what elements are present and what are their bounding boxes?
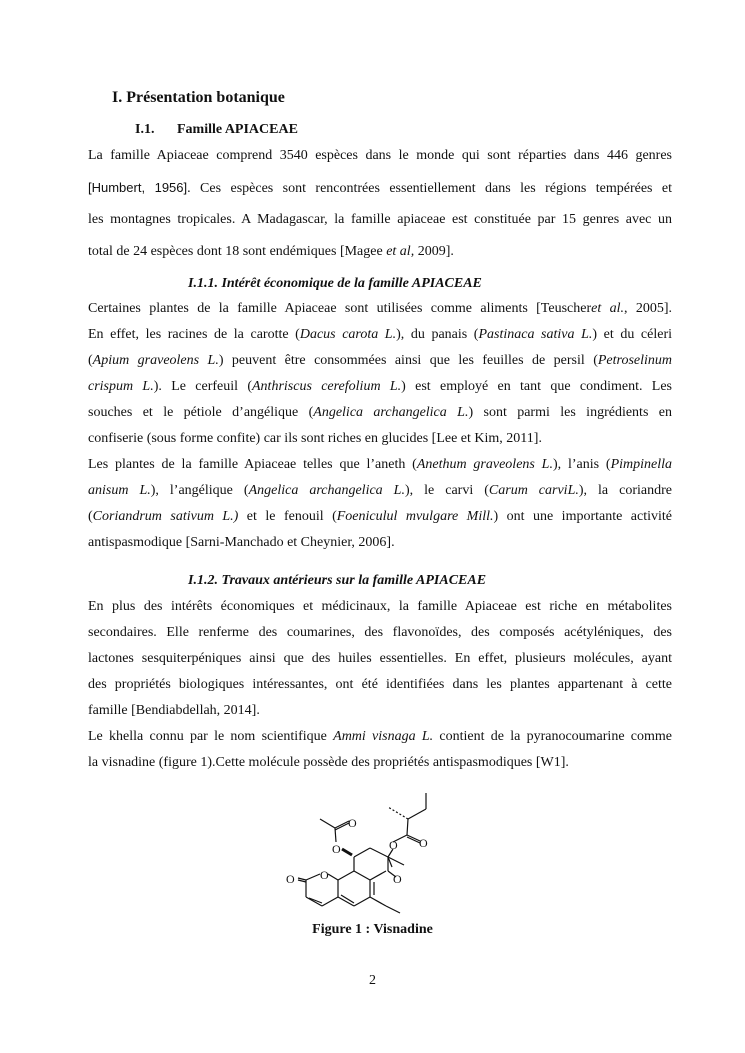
bond: [370, 897, 386, 906]
figure-caption: Figure 1 : Visnadine: [312, 922, 433, 937]
bond: [407, 819, 408, 835]
heading-previous-work: I.1.2. Travaux antérieurs sur la famille APIACEAE: [188, 573, 487, 588]
section-title: I. Présentation botanique: [112, 89, 285, 106]
text-line: En plus des intérêts économiques et médicinaux, la famille Apiaceae est riche en métabolites: [88, 599, 672, 614]
bond: [354, 897, 370, 906]
text-line: (Apium graveolens L.) peuvent être consommées ainsi que les feuilles de persil (Petroselinum: [88, 353, 672, 368]
page-number: 2: [369, 973, 376, 988]
heading-economic-interest: I.1.1. Intérêt économique de la famille APIACEAE: [188, 276, 482, 291]
paragraph-metabolites: [88, 594, 672, 724]
wedge-bond: [342, 849, 352, 855]
bond: [328, 874, 338, 880]
bond: [370, 871, 386, 880]
text-line: la visnadine (figure 1).Cette molécule possède des propriétés antispasmodiques [W1].: [88, 755, 569, 770]
text-line: Certaines plantes de la famille Apiaceae sont utilisées comme aliments [Teuscheret al., 2005].: [88, 301, 672, 316]
bond: [408, 809, 426, 819]
text-line: famille [Bendiabdellah, 2014].: [88, 703, 260, 718]
text-line: Les plantes de la famille Apiaceae telles que l’aneth (Anethum graveolens L.), l’anis (Pimpinella: [88, 457, 672, 472]
atom-label: O: [332, 842, 341, 856]
text-line: souches et le pétiole d’angélique (Angelica archangelica L.) sont parmi les ingrédients en: [88, 405, 672, 420]
paragraph-khella: [88, 724, 672, 776]
paragraph-economic: [88, 296, 672, 452]
text-line: total de 24 espèces dont 18 sont endémiques [Magee et al, 2009].: [88, 244, 454, 259]
atom-label: O: [419, 836, 428, 850]
text-line: anisum L.), l’angélique (Angelica archangelica L.), le carvi (Carum carviL.), la coriandre: [88, 483, 673, 498]
atom-label: O: [348, 816, 357, 830]
text-line: les montagnes tropicales. A Madagascar, la famille apiaceae est constituée par 15 genres avec un: [88, 212, 672, 227]
hashed-bond: [388, 807, 408, 819]
text-line: [Humbert, 1956]. Ces espèces sont rencontrées essentiellement dans les régions tempérées et: [88, 180, 673, 196]
atom-label: O: [286, 872, 295, 886]
paragraph-antispasmodic: [88, 452, 672, 556]
bond: [386, 906, 400, 913]
text-line: La famille Apiaceae comprend 3540 espèces dans le monde qui sont réparties dans 446 genres: [88, 148, 672, 163]
bond: [354, 848, 370, 857]
text-line: des propriétés biologiques intéressantes, ont été identifiées dans les plantes appartenant à cette: [88, 677, 672, 692]
bond: [370, 848, 388, 857]
subsection-number: I.1.: [135, 122, 155, 137]
text-line: (Coriandrum sativum L.) et le fenouil (Foeniculul mvulgare Mill.) ont une importante activité: [88, 509, 672, 524]
bond: [322, 897, 338, 906]
text-line: lactones sesquiterpéniques ainsi que des huiles essentielles. En effet, plusieurs molécules, ayant: [88, 651, 672, 666]
text-line: Le khella connu par le nom scientifique Ammi visnaga L. contient de la pyranocoumarine comme: [88, 729, 672, 744]
bond: [338, 871, 354, 880]
atom-label: O: [389, 838, 398, 852]
molecule-drawing: [280, 785, 460, 915]
text-line: crispum L.). Le cerfeuil (Anthriscus cerefolium L.) est employé en tant que condiment. Les: [88, 379, 672, 394]
atom-label: O: [393, 872, 402, 886]
text-line: secondaires. Elle renferme des coumarines, des flavonoïdes, des composés acétyléniques, des: [88, 625, 672, 640]
atom-label: O: [320, 868, 329, 882]
bond: [306, 874, 320, 880]
text-line: confiserie (sous forme confite) car ils sont riches en glucides [Lee et Kim, 2011].: [88, 431, 542, 446]
text-line: En effet, les racines de la carotte (Dacus carota L.), du panais (Pastinaca sativa L.) et du céleri: [88, 327, 672, 342]
paragraph-intro: [88, 143, 672, 265]
figure-visnadine-structure: [280, 785, 460, 915]
text-line: antispasmodique [Sarni-Manchado et Cheynier, 2006].: [88, 535, 395, 550]
bond: [320, 819, 335, 828]
subsection-heading: [135, 122, 298, 138]
bond: [354, 871, 370, 880]
subsection-title: Famille APIACEAE: [177, 122, 298, 137]
